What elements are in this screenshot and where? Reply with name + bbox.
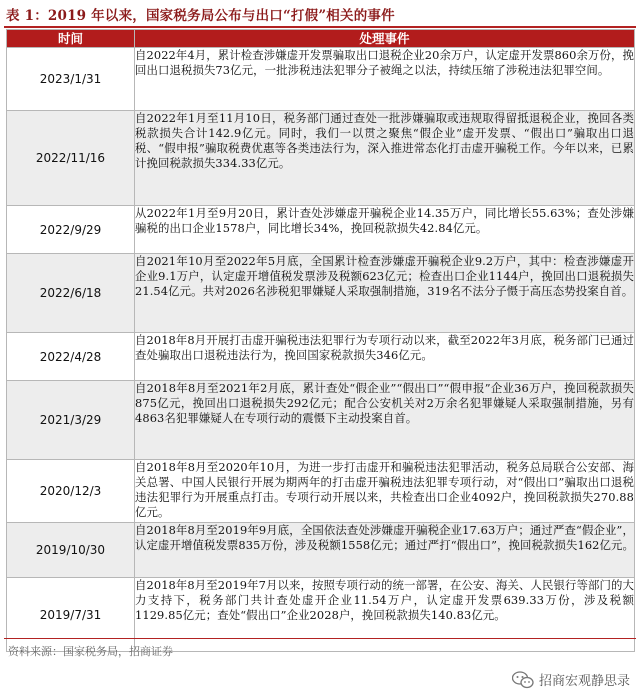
row-date: 2023/1/31	[7, 48, 135, 111]
bottom-divider	[4, 638, 636, 639]
row-date: 2019/7/31	[7, 578, 135, 652]
table-row	[7, 206, 635, 254]
table-row	[7, 460, 635, 523]
wechat-icon	[512, 671, 534, 689]
table-row	[7, 381, 635, 460]
events-table	[6, 29, 635, 652]
table-row	[7, 254, 635, 333]
row-date: 2022/6/18	[7, 254, 135, 333]
row-event: 自2018年8月至2019年9月底，全国依法查处涉嫌虚开骗税企业17.63万户；通过严查“假企业”，认定虚开增值税发票835万份，涉及税额1558亿元；通过严打“假出口”，挽回税款损失162亿元。	[135, 523, 635, 578]
table-row	[7, 523, 635, 578]
title-divider	[4, 26, 636, 28]
row-event: 从2022年1月至9月20日，累计查处涉嫌虚开骗税企业14.35万户，同比增长55.63%；查处涉嫌骗税的出口企业1578户，同比增长34%，挽回税款损失42.84亿元。	[135, 206, 635, 254]
table-row	[7, 48, 635, 111]
row-event: 自2022年1月至11月10日，税务部门通过查处一批涉嫌骗取或违规取得留抵退税企业，挽回各类税款损失合计142.9亿元。同时，我们一以贯之聚焦“假企业”虚开发票、“假出口”骗取出口退税、“假申报”骗取税费优惠等各类违法行为，深入推进常态化打击虚开骗税工作。今年以来，已累计挽回税款损失334.33亿元。	[135, 111, 635, 206]
row-event: 自2018年8月开展打击虚开骗税违法犯罪行为专项行动以来，截至2022年3月底，税务部门已通过查处骗取出口退税违法行为，挽回国家税款损失346亿元。	[135, 333, 635, 381]
row-date: 2022/11/16	[7, 111, 135, 206]
row-date: 2022/4/28	[7, 333, 135, 381]
row-event: 自2021年10月至2022年5月底，全国累计检查涉嫌虚开骗税企业9.2万户，其中：检查涉嫌虚开企业9.1万户，认定虚开增值税发票涉及税额623亿元；检查出口企业1144户，挽回出口退税损失21.54亿元。共对2026名涉税犯罪嫌疑人采取强制措施，319名不法分子慑于高压态势投案自首。	[135, 254, 635, 333]
table-row	[7, 578, 635, 652]
row-date: 2020/12/3	[7, 460, 135, 523]
column-header-time: 时间	[7, 30, 135, 48]
row-date: 2022/9/29	[7, 206, 135, 254]
watermark-text: 招商宏观静思录	[538, 674, 630, 689]
row-event: 自2022年4月，累计检查涉嫌虚开发票骗取出口退税企业20余万户，认定虚开发票860余万份，挽回出口退税损失73亿元，一批涉税违法犯罪分子被绳之以法，持续压缩了涉税违法犯罪空间。	[135, 48, 635, 111]
table-row	[7, 333, 635, 381]
column-header-event: 处理事件	[135, 30, 635, 48]
source-note: 资料来源：国家税务局，招商证券	[8, 645, 173, 658]
row-date: 2021/3/29	[7, 381, 135, 460]
row-date: 2019/10/30	[7, 523, 135, 578]
row-event: 自2018年8月至2021年2月底，累计查处“假企业”“假出口”“假申报”企业36万户，挽回税款损失875亿元，挽回出口退税损失292亿元；配合公安机关对2万余名犯罪嫌疑人采取强制措施，另有4863名犯罪嫌疑人在专项行动的震慑下主动投案自首。	[135, 381, 635, 460]
watermark	[512, 670, 630, 689]
table-header-row	[7, 30, 635, 48]
row-event: 自2018年8月至2019年7月以来，按照专项行动的统一部署，在公安、海关、人民银行等部门的大力支持下，税务部门共计查处虚开企业11.54万户，认定虚开发票639.33万份，涉及税额1129.85亿元；查处“假出口”企业2028户，挽回税款损失140.83亿元。	[135, 578, 635, 652]
table-title: 表 1：2019 年以来，国家税务局公布与出口“打假”相关的事件	[6, 8, 395, 24]
table-row	[7, 111, 635, 206]
row-event: 自2018年8月至2020年10月，为进一步打击虚开和骗税违法犯罪活动，税务总局联合公安部、海关总署、中国人民银行开展为期两年的打击虚开骗税违法犯罪专项行动，对“假出口”骗取出口退税违法犯罪行为开展重点打击。专项行动开展以来，共检查出口企业4092户，挽回税款损失270.88亿元。	[135, 460, 635, 523]
